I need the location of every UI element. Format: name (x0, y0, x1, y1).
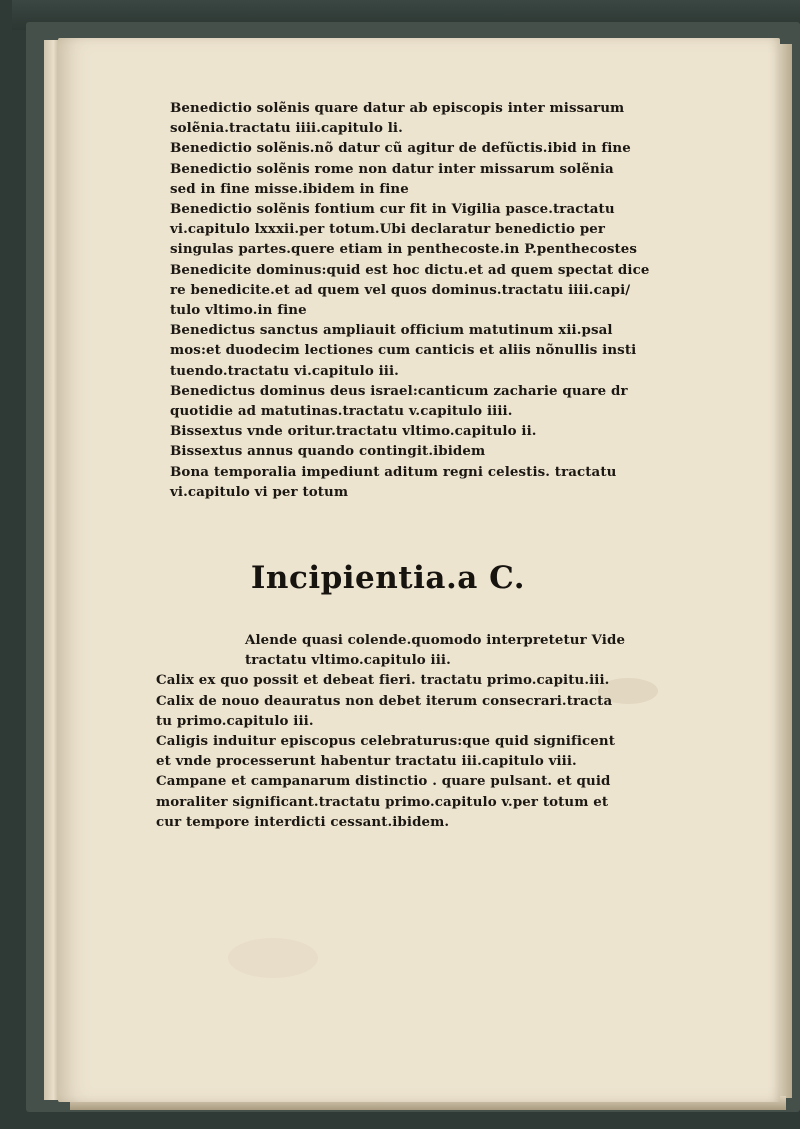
page-stack-right-edge (778, 44, 792, 1098)
index-entry (156, 731, 726, 771)
index-entry (245, 630, 740, 670)
index-entry (170, 98, 740, 138)
entry-line: Caligis induitur episcopus celebraturus:que quid significent (156, 733, 616, 749)
index-entry (170, 320, 740, 381)
index-entry (170, 441, 740, 461)
entry-line: Bissextus vnde oritur.tractatu vltimo.capitulo ii. (170, 423, 537, 440)
entry-line: quotidie ad matutinas.tractatu v.capitulo iiii. (170, 403, 513, 419)
entry-line: Benedictus sanctus ampliauit officium matutinum xii.psal (170, 322, 613, 339)
entry-line: et vnde processerunt habentur tractatu iii.capitulo viii. (156, 753, 577, 770)
entry-line: Calix ex quo possit et debeat fieri. tractatu primo.capitu.iii. (156, 672, 610, 689)
entry-line: cur tempore interdicti cessant.ibidem. (156, 813, 450, 830)
index-entry (156, 691, 726, 731)
entry-line: Benedictio solẽnis.nõ datur cũ agitur de defũctis.ibid in fine (170, 140, 631, 157)
index-entry (170, 462, 740, 502)
entry-line: mos:et duodecim lectiones cum canticis et aliis nõnullis insti (170, 342, 637, 359)
index-entry (170, 138, 740, 158)
section-heading: Incipientia.a C. (250, 560, 526, 596)
entry-line: Benedictio solẽnis fontium cur fit in Vigilia pasce.tractatu (170, 201, 615, 217)
entry-line: Calix de nouo deauratus non debet iterum consecrari.tracta (156, 692, 613, 709)
index-entry (170, 260, 740, 321)
entry-line: Benedictio solẽnis rome non datur inter missarum solẽnia (170, 160, 614, 177)
index-entry (170, 421, 740, 441)
index-entry (156, 771, 726, 832)
entry-line: tuendo.tractatu vi.capitulo iii. (170, 362, 399, 379)
entry-line: Benedictio solẽnis quare datur ab episcopis inter missarum (170, 100, 625, 116)
index-entry (170, 381, 740, 421)
entry-line: vi.capitulo vi per totum (170, 483, 349, 500)
entry-line: re benedicite.et ad quem vel quos dominus.tractatu iiii.capi/ (170, 281, 631, 298)
entry-line: Campane et campanarum distinctio . quare pulsant. et quid (156, 773, 611, 790)
entry-line: Benedicite dominus:quid est hoc dictu.et ad quem spectat dice (170, 261, 650, 278)
paper-stain (228, 938, 318, 978)
index-entry (170, 159, 740, 199)
entry-line: singulas partes.quere etiam in penthecoste.in P.penthecostes (170, 241, 638, 258)
entry-line: Benedictus dominus deus israel:canticum zacharie quare dr (170, 382, 628, 399)
entry-line: Alende quasi colende.quomodo interpretetur Vide (245, 632, 626, 648)
entry-line: Bona temporalia impediunt aditum regni celestis. tractatu (170, 463, 617, 480)
entry-line: tulo vltimo.in fine (170, 302, 307, 318)
entry-line: solẽnia.tractatu iiii.capitulo li. (170, 120, 403, 137)
entry-line: tractatu vltimo.capitulo iii. (245, 652, 451, 669)
entry-line: sed in fine misse.ibidem in fine (170, 180, 409, 197)
entry-line: Bissextus annus quando contingit.ibidem (170, 443, 486, 460)
entry-line: vi.capitulo lxxxii.per totum.Ubi declaratur benedictio per (170, 221, 606, 238)
index-entry (156, 670, 726, 690)
index-entry (170, 199, 740, 260)
entry-line: tu primo.capitulo iii. (156, 712, 314, 729)
entry-line: moraliter significant.tractatu primo.capitulo v.per totum et (156, 793, 609, 810)
